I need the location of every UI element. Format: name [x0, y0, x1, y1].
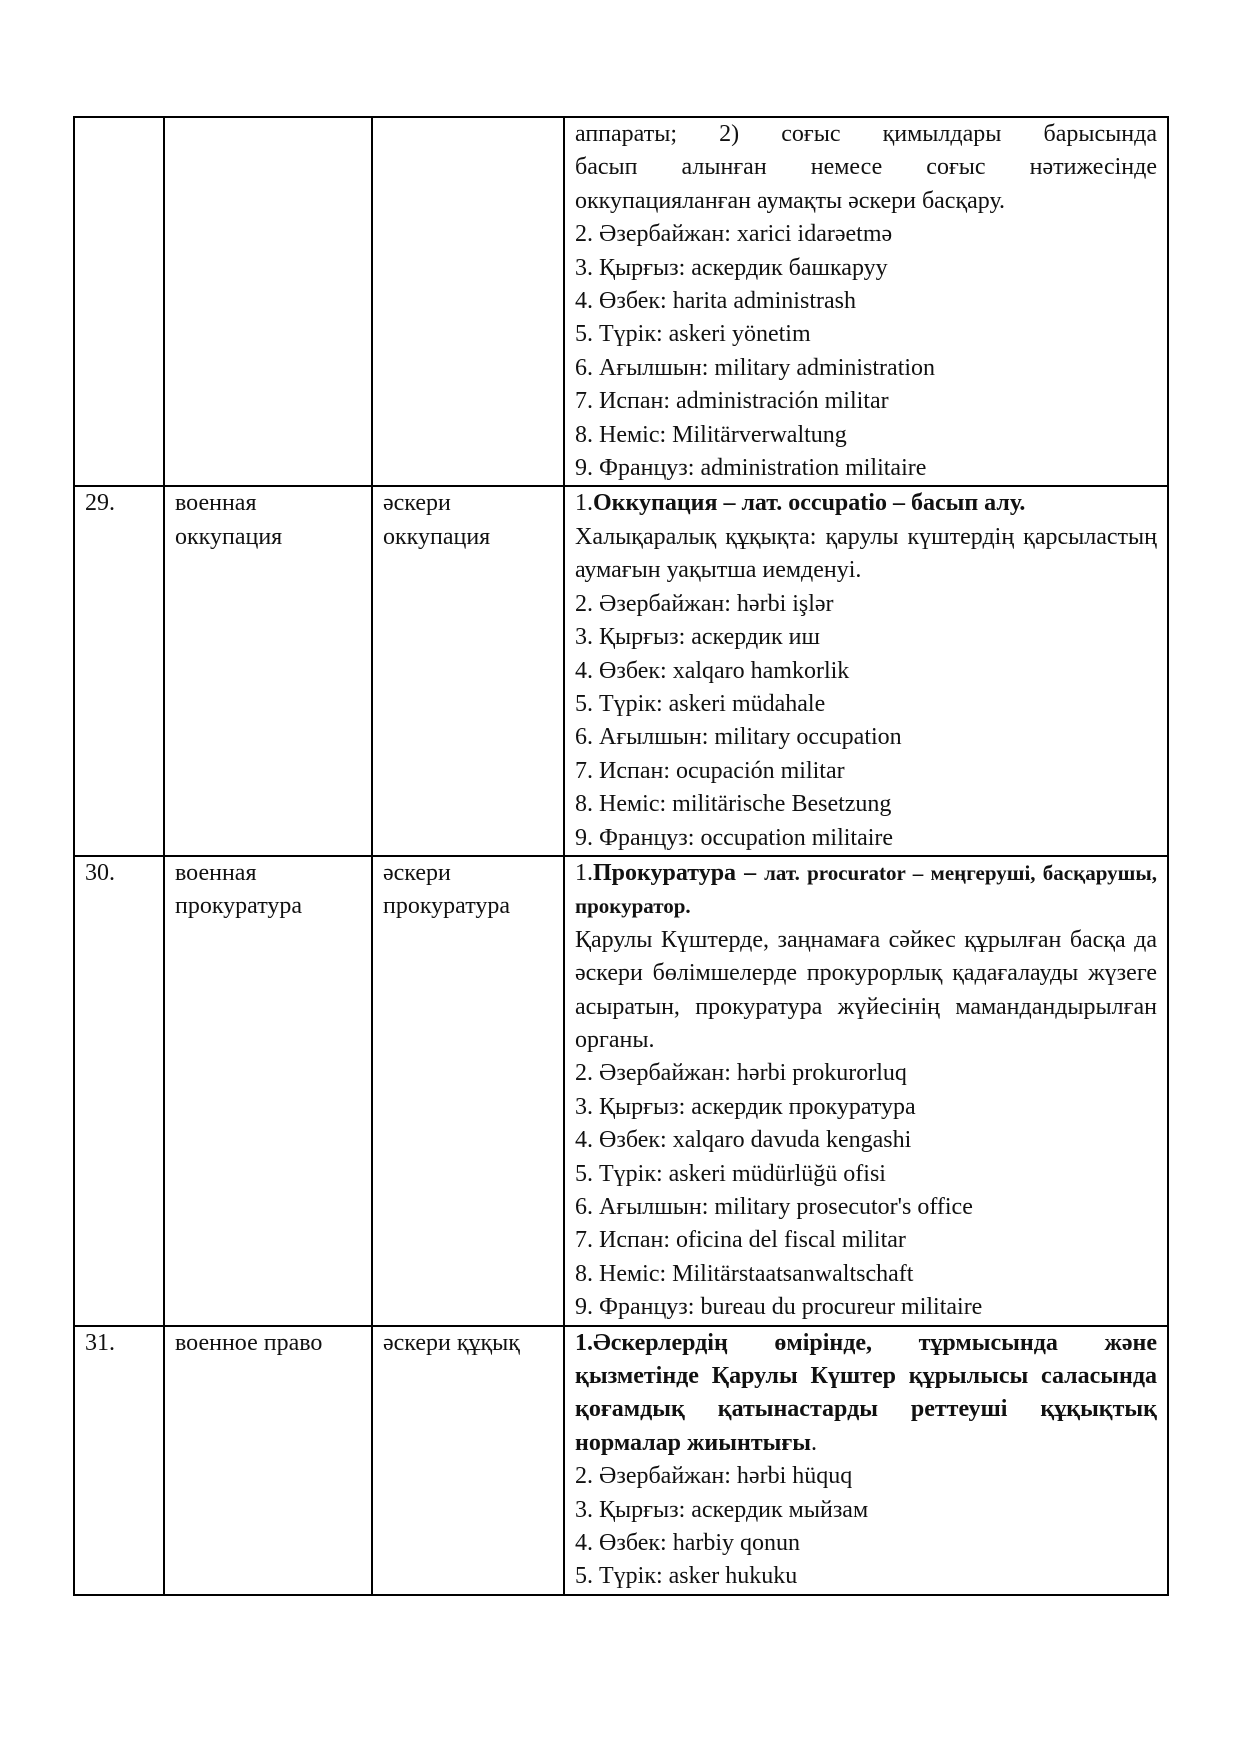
translation-line: 3. Қырғыз: аскердик мыйзам: [575, 1496, 869, 1523]
definition-text: Қарулы Күштерде, заңнамаға сәйкес құрылған басқа да әскери бөлімшелерде прокурорлық қадағалауды жүзеге асыратын, прокуратура жүйесінің мамандандырылған органы.: [575, 926, 1157, 1053]
russian-term-cell: военная оккупация: [164, 486, 372, 855]
kazakh-term-cell: әскери оккупация: [372, 486, 564, 855]
translation-line: 8. Неміс: Militärverwaltung: [575, 421, 847, 448]
table-row: [74, 486, 1168, 855]
translation-line: 4. Өзбек: harbiy qonun: [575, 1530, 800, 1557]
definition-line: басып алынған немесе соғыс нәтижесінде: [575, 154, 1157, 181]
translation-line: 3. Қырғыз: аскердик башкаруу: [575, 254, 888, 281]
translation-line: 7. Испан: ocupación militar: [575, 757, 845, 784]
kazakh-term-cell: [372, 117, 564, 486]
translation-line: 2. Әзербайжан: hərbi prokurorluq: [575, 1060, 907, 1087]
translation-line: 5. Түрік: asker hukuku: [575, 1563, 798, 1590]
row-number-cell: 30.: [74, 856, 164, 1326]
translation-line: 2. Әзербайжан: hərbi hüquq: [575, 1463, 853, 1490]
russian-term-cell: [164, 117, 372, 486]
translation-line: 4. Өзбек: xalqaro hamkorlik: [575, 657, 850, 684]
translation-line: 2. Әзербайжан: hərbi işlər: [575, 590, 834, 617]
translation-line: 8. Неміс: militärische Besetzung: [575, 791, 892, 818]
term-heading: 1.Оккупация – лат. occupatio – басып алу.: [575, 490, 1026, 517]
definition-text: Халықаралық құқықта: қарулы күштердің қарсыластың аумағын уақытша иемденуі.: [575, 523, 1157, 584]
translation-line: 7. Испан: oficina del fiscal militar: [575, 1227, 906, 1254]
translation-line: 5. Түрік: askeri müdahale: [575, 690, 826, 717]
kazakh-term-cell: әскери прокуратура: [372, 856, 564, 1326]
row-number-cell: 29.: [74, 486, 164, 855]
translation-line: 5. Түрік: askeri yönetim: [575, 321, 811, 348]
row-number-cell: [74, 117, 164, 486]
translation-line: 3. Қырғыз: аскердик прокуратура: [575, 1093, 916, 1120]
russian-term-cell: военное право: [164, 1326, 372, 1595]
translation-line: 4. Өзбек: xalqaro davuda kengashi: [575, 1127, 912, 1154]
definition-line: аппараты; 2) соғыс қимылдары барысында: [575, 121, 1157, 147]
russian-term-cell: военная прокуратура: [164, 856, 372, 1326]
translation-line: 6. Ағылшын: military administration: [575, 354, 936, 381]
translation-line: 6. Ағылшын: military occupation: [575, 724, 902, 751]
definition-cell: [564, 1326, 1168, 1595]
translation-line: 7. Испан: administración militar: [575, 388, 889, 415]
translation-line: 6. Ағылшын: military prosecutor's office: [575, 1194, 973, 1220]
translation-line: 2. Әзербайжан: xarici idarəetmə: [575, 221, 893, 248]
row-number-cell: 31.: [74, 1326, 164, 1595]
table-row: [74, 1326, 1168, 1595]
glossary-table: [73, 116, 1169, 1596]
definition-cell: [564, 856, 1168, 1326]
translation-line: 9. Француз: administration militaire: [575, 455, 927, 482]
translation-line: 3. Қырғыз: аскердик иш: [575, 624, 820, 651]
translation-line: 8. Неміс: Militärstaatsanwaltschaft: [575, 1260, 914, 1287]
kazakh-term-cell: әскери құқық: [372, 1326, 564, 1595]
term-heading: 1.Прокуратура – лат. procurator – меңгеруші, басқарушы, прокуратор.: [575, 859, 1158, 919]
translation-line: 9. Француз: bureau du procureur militaire: [575, 1294, 983, 1321]
translation-line: 9. Француз: occupation militaire: [575, 824, 894, 851]
definition-line: оккупацияланған аумақты әскери басқару.: [575, 187, 1006, 214]
table-row: [74, 117, 1168, 486]
term-heading: 1.Әскерлердің өмірінде, тұрмысында және қызметінде Қарулы Күштер құрылысы саласында қоғамдық қатынастарды реттеуші құқықтық нормалар жиынтығы.: [575, 1329, 1157, 1456]
definition-cell: [564, 486, 1168, 855]
translation-line: 5. Түрік: askeri müdürlüğü ofisi: [575, 1160, 886, 1187]
definition-cell: [564, 117, 1168, 486]
table-row: [74, 856, 1168, 1326]
translation-line: 4. Өзбек: harita administrash: [575, 288, 856, 315]
